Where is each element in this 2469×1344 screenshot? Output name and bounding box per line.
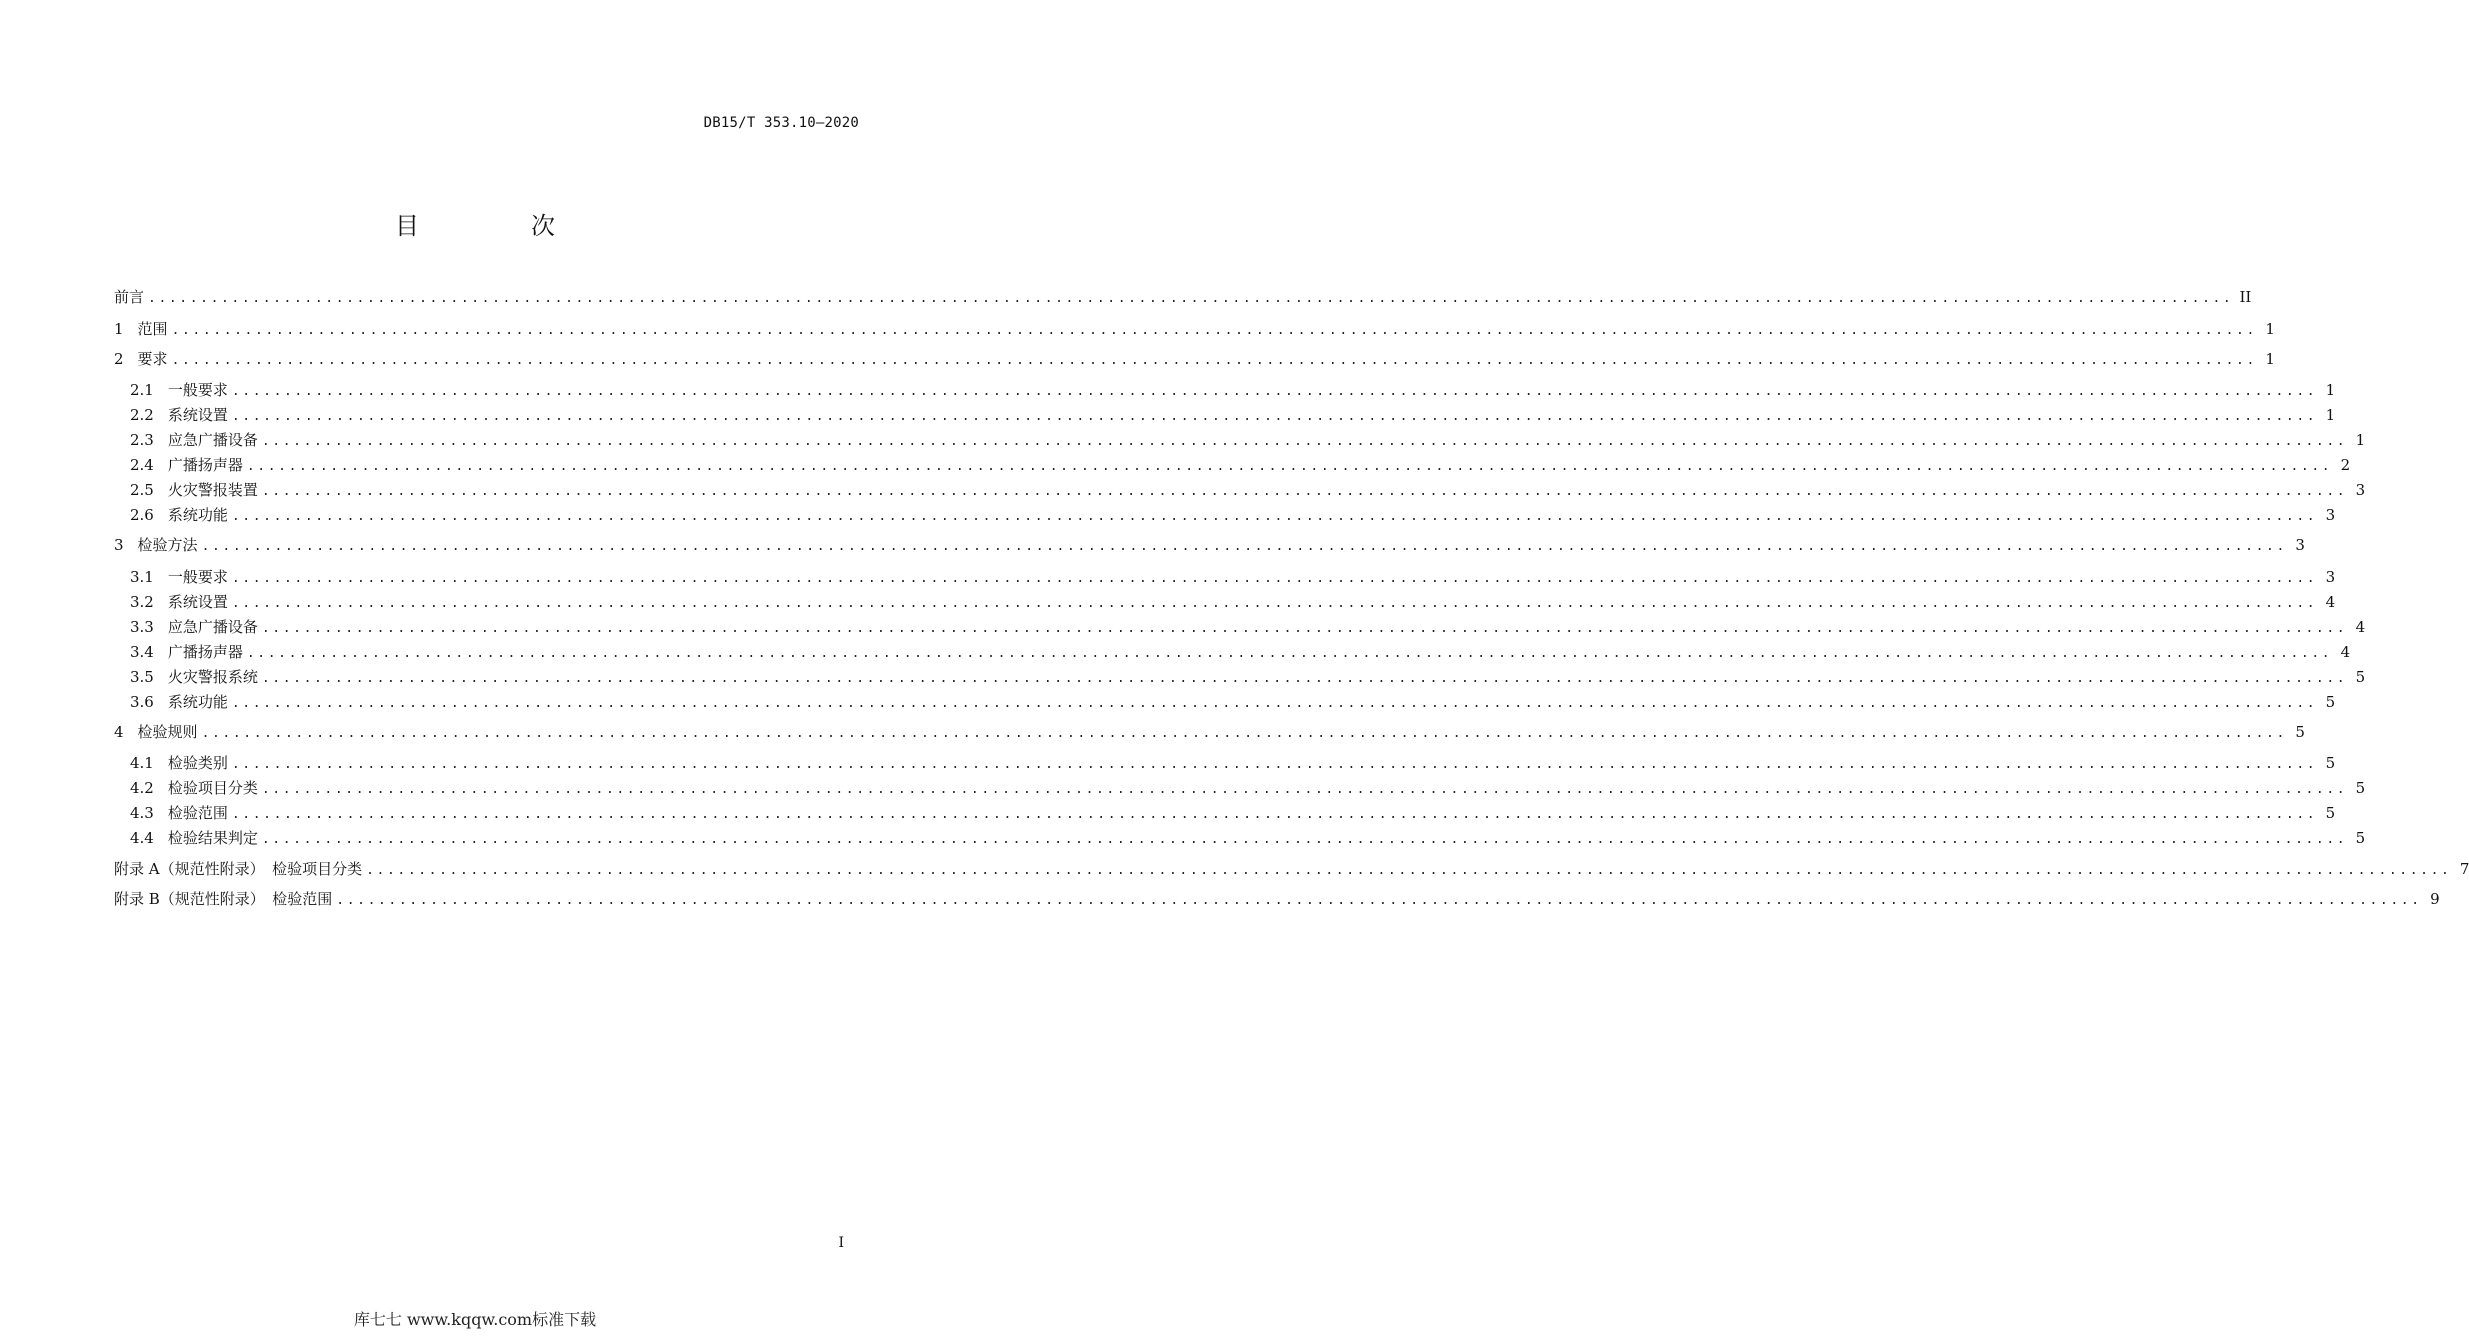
toc-entry-number: 4: [114, 723, 124, 741]
toc-entry-label: 应急广播设备: [167, 431, 258, 449]
toc-entry-label: 范围: [137, 320, 168, 338]
dot-leader: ........................................................................................................................................................................................................: [261, 782, 2348, 797]
toc-entry-label: 系统功能: [167, 693, 228, 711]
toc-entry-label: 一般要求: [167, 381, 228, 399]
toc-entry-page: 5: [2355, 668, 2366, 686]
dot-leader: ........................................................................................................................................................................................................: [366, 863, 2452, 878]
toc-entry-page: 9: [2430, 890, 2440, 908]
dot-leader: ........................................................................................................................................................................................................: [246, 459, 2333, 474]
toc-entry-number: 2: [114, 350, 124, 368]
toc-entry-page: 5: [2295, 723, 2305, 741]
toc-entry-page: 5: [2325, 804, 2336, 822]
toc-entry[interactable]: [130, 691, 2336, 713]
toc-entry-page: 4: [2325, 593, 2336, 611]
toc-entry-label: 系统设置: [167, 593, 228, 611]
toc-entry-number: 2.6: [130, 506, 154, 524]
toc-entry-label: 一般要求: [167, 568, 228, 586]
dot-leader: ........................................................................................................................................................................................................: [231, 384, 2318, 399]
toc-entry-number: 4.3: [130, 804, 154, 822]
dot-leader: ........................................................................................................................................................................................................: [336, 893, 2422, 908]
dot-leader: ........................................................................................................................................................................................................: [261, 621, 2348, 636]
dot-leader: ........................................................................................................................................................................................................: [201, 539, 2287, 554]
toc-entry-page: 5: [2325, 754, 2336, 772]
toc-entry-label: 系统设置: [167, 406, 228, 424]
toc-entry-number: 2.1: [130, 381, 154, 399]
dot-leader: ........................................................................................................................................................................................................: [231, 509, 2318, 524]
toc-entry-number: 3: [114, 536, 124, 554]
dot-leader: ........................................................................................................................................................................................................: [148, 291, 2234, 306]
toc-entry-number: 3.6: [130, 693, 154, 711]
toc-entry[interactable]: [114, 348, 2275, 370]
toc-entry-number: 2.3: [130, 431, 154, 449]
toc-entry-page: 1: [2325, 406, 2336, 424]
toc-entry[interactable]: [114, 318, 2275, 340]
toc-entry-number: 4.4: [130, 829, 154, 847]
toc-entry-page: II: [2239, 288, 2252, 306]
toc-entry[interactable]: [130, 566, 2336, 588]
dot-leader: ........................................................................................................................................................................................................: [231, 807, 2318, 822]
footer-watermark: 库七七 www.kqqw.com标准下载: [353, 1310, 597, 1329]
toc-entry[interactable]: [130, 404, 2336, 426]
toc-entry-label: 火灾警报系统: [167, 668, 258, 686]
toc-entry-label: 广播扬声器: [167, 456, 243, 474]
toc-entry[interactable]: [130, 479, 2366, 501]
toc-entry[interactable]: [114, 888, 2440, 910]
toc-entry-page: 4: [2355, 618, 2366, 636]
toc-entry-page: 7: [2459, 860, 2469, 878]
dot-leader: ........................................................................................................................................................................................................: [261, 671, 2348, 686]
toc-entry[interactable]: [114, 858, 2469, 880]
dot-leader: ........................................................................................................................................................................................................: [261, 434, 2348, 449]
toc-entry[interactable]: [130, 777, 2366, 799]
toc-entry-label: 应急广播设备: [167, 618, 258, 636]
dot-leader: ........................................................................................................................................................................................................: [171, 323, 2257, 338]
doc-code: DB15/T 353.10—2020: [703, 115, 859, 131]
toc-entry-page: 1: [2325, 381, 2336, 399]
toc-entry-page: 4: [2340, 643, 2351, 661]
toc-entry-label: 系统功能: [167, 506, 228, 524]
toc-entry[interactable]: [130, 666, 2366, 688]
toc-entry-page: 2: [2340, 456, 2351, 474]
toc-entry-number: 3.5: [130, 668, 154, 686]
toc-entry[interactable]: [130, 454, 2351, 476]
toc-entry-page: 1: [2265, 320, 2275, 338]
toc-entry-number: 3.2: [130, 593, 154, 611]
toc-entry-label: 检验范围: [167, 804, 228, 822]
toc-entry-page: 1: [2265, 350, 2275, 368]
toc-title: 目 次: [395, 212, 599, 240]
toc-entry-page: 3: [2325, 568, 2336, 586]
toc-entry[interactable]: [130, 429, 2366, 451]
toc-entry-label: 检验规则: [137, 723, 198, 741]
toc-entry-page: 5: [2355, 779, 2366, 797]
toc-entry[interactable]: [130, 827, 2366, 849]
toc-entry-label: 附录 B（规范性附录） 检验范围: [114, 890, 333, 908]
dot-leader: ........................................................................................................................................................................................................: [231, 757, 2318, 772]
toc-entry[interactable]: [130, 379, 2336, 401]
toc-entry-page: 3: [2295, 536, 2305, 554]
toc-entry[interactable]: [130, 591, 2336, 613]
toc-entry-page: 1: [2355, 431, 2366, 449]
toc-entry[interactable]: [114, 721, 2305, 743]
toc-entry-label: 检验类别: [167, 754, 228, 772]
dot-leader: ........................................................................................................................................................................................................: [231, 696, 2318, 711]
dot-leader: ........................................................................................................................................................................................................: [171, 353, 2257, 368]
toc-entry-number: 3.3: [130, 618, 154, 636]
toc-entry[interactable]: [130, 504, 2336, 526]
toc-entry-label: 广播扬声器: [167, 643, 243, 661]
toc-entry[interactable]: [130, 641, 2351, 663]
page-number: I: [838, 1235, 844, 1251]
toc-entry-label: 火灾警报装置: [167, 481, 258, 499]
toc-entry-number: 4.1: [130, 754, 154, 772]
dot-leader: ........................................................................................................................................................................................................: [231, 596, 2318, 611]
dot-leader: ........................................................................................................................................................................................................: [261, 832, 2348, 847]
toc-entry-label: 检验结果判定: [167, 829, 258, 847]
toc-entry-label: 检验项目分类: [167, 779, 258, 797]
dot-leader: ........................................................................................................................................................................................................: [261, 484, 2348, 499]
toc-entry-number: 2.4: [130, 456, 154, 474]
dot-leader: ........................................................................................................................................................................................................: [246, 646, 2333, 661]
toc-entry-label: 检验方法: [137, 536, 198, 554]
toc-entry-number: 2.5: [130, 481, 154, 499]
toc-entry[interactable]: [130, 616, 2366, 638]
toc-entry-label: 要求: [137, 350, 168, 368]
toc-entry-page: 3: [2325, 506, 2336, 524]
toc-entry-number: 3.1: [130, 568, 154, 586]
toc-entry-number: 4.2: [130, 779, 154, 797]
toc-entry-label: 附录 A（规范性附录） 检验项目分类: [114, 860, 363, 878]
toc-entry-number: 2.2: [130, 406, 154, 424]
toc-entry[interactable]: [130, 802, 2336, 824]
toc-entry-page: 5: [2325, 693, 2336, 711]
toc-entry[interactable]: [130, 752, 2336, 774]
toc-entry[interactable]: [114, 534, 2305, 556]
toc-entry[interactable]: [114, 286, 2252, 308]
dot-leader: ........................................................................................................................................................................................................: [231, 409, 2318, 424]
dot-leader: ........................................................................................................................................................................................................: [201, 726, 2287, 741]
dot-leader: ........................................................................................................................................................................................................: [231, 571, 2318, 586]
toc-entry-page: 5: [2355, 829, 2366, 847]
toc-entry-page: 3: [2355, 481, 2366, 499]
toc-entry-label: 前言: [114, 288, 145, 306]
toc-entry-number: 1: [114, 320, 124, 338]
toc-entry-number: 3.4: [130, 643, 154, 661]
